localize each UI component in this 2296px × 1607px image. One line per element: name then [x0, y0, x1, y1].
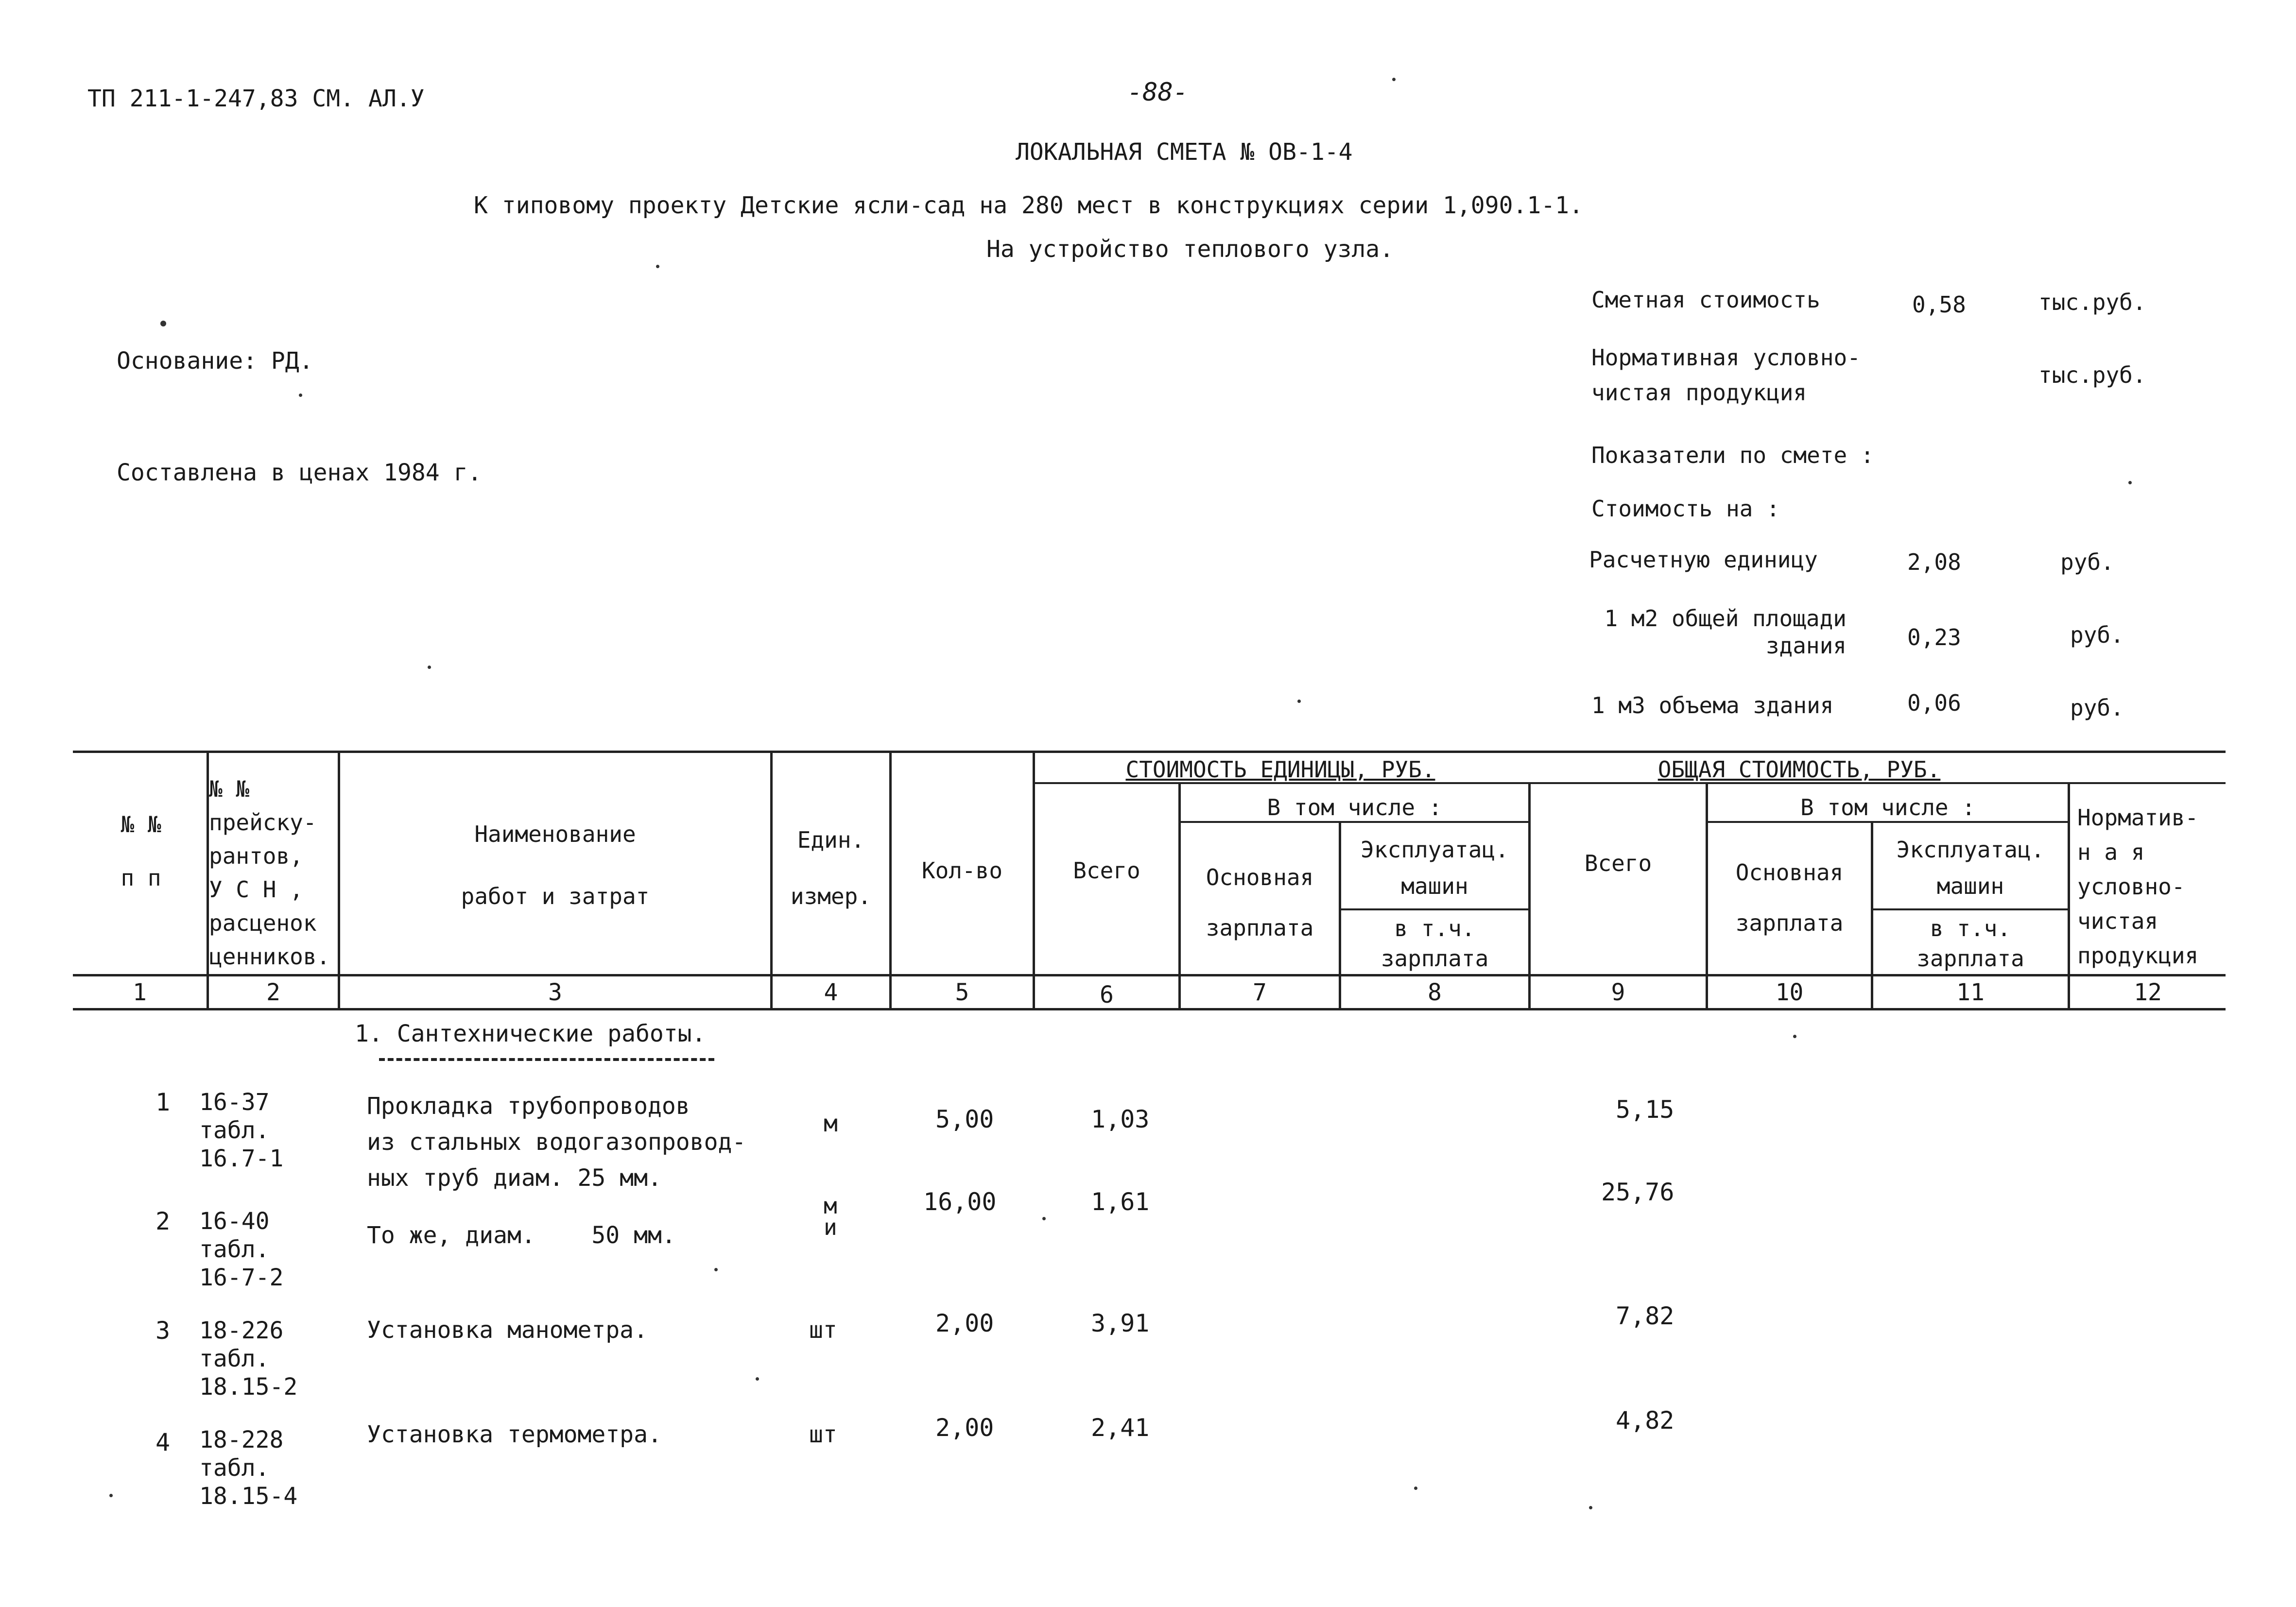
- column-number: 2: [266, 979, 280, 1006]
- row-code: 18-228 табл. 18.15-4: [199, 1426, 298, 1510]
- column-number: 8: [1428, 979, 1442, 1006]
- column-number: 3: [548, 979, 562, 1006]
- per-unit-label: Расчетную единицу: [1589, 547, 1818, 573]
- row-code: 16-37 табл. 16.7-1: [199, 1089, 284, 1172]
- row-quantity: 2,00: [935, 1309, 994, 1337]
- header-sum-incl-salary: в т.ч. зарплата: [1916, 915, 2024, 972]
- row-unit: шт: [809, 1421, 837, 1448]
- column-number: 6: [1100, 981, 1114, 1009]
- section-title-underline: [379, 1058, 714, 1061]
- header-sum-total: Всего: [1584, 850, 1652, 876]
- header-price-list-codes: № № прейску- рантов, У С Н , расценок ценников.: [209, 776, 330, 970]
- row-total: 25,76: [1601, 1178, 1675, 1206]
- header-unit-machine-ops: Эксплуатац. машин: [1361, 837, 1509, 899]
- document-subtitle: К типовому проекту Детские ясли-сад на 280 мест в конструкциях серии 1,090.1-1.: [474, 192, 1583, 219]
- row-unit: шт: [809, 1316, 837, 1344]
- row-total: 4,82: [1616, 1406, 1675, 1435]
- column-number: 10: [1775, 979, 1804, 1006]
- header-work-name: Наименование работ и затрат: [461, 821, 650, 909]
- per-unit-value: 2,08: [1907, 549, 1961, 575]
- row-number: 2: [155, 1207, 171, 1235]
- row-code: 18-226 табл. 18.15-2: [199, 1317, 298, 1401]
- row-number: 4: [155, 1428, 171, 1456]
- header-unit-cost-group: СТОИМОСТЬ ЕДИНИЦЫ, РУБ.: [1125, 756, 1435, 783]
- row-quantity: 2,00: [935, 1414, 994, 1442]
- row-unit: м: [824, 1110, 838, 1137]
- estimated-cost-unit: тыс.руб.: [2038, 289, 2146, 315]
- prices-text: Составлена в ценах 1984 г.: [117, 459, 482, 486]
- estimated-cost-label: Сметная стоимость: [1591, 287, 1820, 313]
- header-unit-incl: В том числе :: [1267, 794, 1442, 821]
- row-total: 5,15: [1616, 1095, 1675, 1124]
- header-unit-main-salary: Основная зарплата: [1206, 864, 1314, 941]
- per-m3-label: 1 м3 объема здания: [1591, 692, 1834, 718]
- section-title: 1. Сантехнические работы.: [355, 1020, 706, 1047]
- basis-text: Основание: РД.: [117, 347, 313, 375]
- header-quantity: Кол-во: [921, 857, 1003, 884]
- per-m2-value: 0,23: [1907, 624, 1961, 650]
- row-unit: м и: [824, 1193, 837, 1240]
- row-quantity: 5,00: [935, 1105, 994, 1133]
- column-number: 1: [133, 979, 147, 1006]
- per-unit-unit: руб.: [2060, 549, 2114, 575]
- row-name: То же, диам. 50 мм.: [367, 1222, 676, 1249]
- header-row-number: № № п п: [121, 811, 161, 891]
- row-unit-price: 3,91: [1091, 1309, 1150, 1337]
- header-sum-incl: В том числе :: [1800, 794, 1976, 821]
- row-unit-price: 1,03: [1091, 1105, 1150, 1133]
- header-unit: Един. измер.: [790, 827, 872, 909]
- column-number: 12: [2134, 979, 2162, 1006]
- cost-on-label: Стоимость на :: [1591, 496, 1780, 522]
- row-total: 7,82: [1616, 1302, 1675, 1330]
- estimated-cost-value: 0,58: [1912, 291, 1966, 318]
- indicators-label: Показатели по смете :: [1591, 442, 1874, 468]
- per-m3-value: 0,06: [1907, 690, 1961, 716]
- per-m3-unit: руб.: [2070, 695, 2124, 721]
- document-purpose: На устройство теплового узла.: [986, 236, 1394, 263]
- header-unit-incl-salary: в т.ч. зарплата: [1381, 915, 1489, 972]
- column-number: 11: [1956, 979, 1985, 1006]
- row-unit-price: 1,61: [1091, 1188, 1150, 1216]
- header-total-cost-group: ОБЩАЯ СТОИМОСТЬ, РУБ.: [1657, 756, 1941, 783]
- header-net-output: Норматив- н а я условно- чистая продукция: [2077, 804, 2199, 969]
- column-number: 7: [1253, 979, 1267, 1006]
- header-sum-main-salary: Основная зарплата: [1735, 859, 1844, 936]
- row-quantity: 16,00: [923, 1188, 997, 1216]
- row-name: Прокладка трубопроводов из стальных водогазопровод- ных труб диам. 25 мм.: [367, 1093, 746, 1192]
- row-name: Установка манометра.: [367, 1316, 648, 1344]
- net-output-label: Нормативная условно- чистая продукция: [1591, 344, 1861, 406]
- net-output-unit: тыс.руб.: [2038, 362, 2146, 388]
- row-unit-price: 2,41: [1091, 1414, 1150, 1442]
- document-title: ЛОКАЛЬНАЯ СМЕТА № ОВ-1-4: [1016, 138, 1353, 166]
- header-unit-total: Всего: [1073, 857, 1140, 884]
- document-code: ТП 211-1-247,83 СМ. АЛ.У: [87, 85, 425, 112]
- header-sum-machine-ops: Эксплуатац. машин: [1896, 837, 2045, 899]
- row-number: 1: [155, 1088, 171, 1116]
- column-number: 5: [955, 979, 969, 1006]
- page-number: -88-: [1127, 78, 1189, 107]
- per-m2-unit: руб.: [2070, 622, 2124, 648]
- column-number: 4: [824, 979, 838, 1006]
- row-number: 3: [155, 1316, 171, 1345]
- per-m2-label: 1 м2 общей площади здания: [1604, 605, 1847, 659]
- row-code: 16-40 табл. 16-7-2: [199, 1208, 284, 1291]
- column-number: 9: [1611, 979, 1625, 1006]
- row-name: Установка термометра.: [367, 1421, 662, 1448]
